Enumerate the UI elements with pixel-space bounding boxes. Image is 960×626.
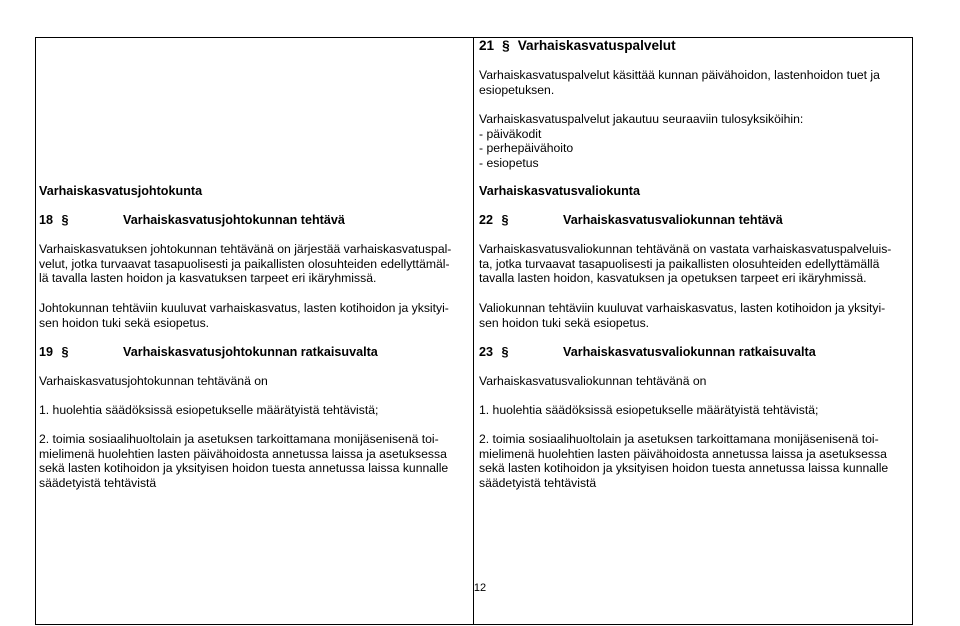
section-19-item-2: 2. toimia sosiaalihuoltolain ja asetuksen tarkoittamana monijäsenisenä toi- mielimenä huolehtien lasten päivähoidosta annetussa laissa ja asetuksessa sekä lasten kotihoidon ja yksityisen hoidon tuesta annetussa laissa kunnalle säädetyistä tehtävistä bbox=[39, 432, 449, 490]
section-23-heading: 23 § Varhaiskasvatusvaliokunnan ratkaisuvalta bbox=[479, 345, 816, 359]
section-19-intro: Varhaiskasvatusjohtokunnan tehtävänä on bbox=[39, 374, 268, 388]
section-22-heading: 22 § Varhaiskasvatusvaliokunnan tehtävä bbox=[479, 213, 783, 227]
right-heading: Varhaiskasvatusvaliokunta bbox=[479, 184, 641, 198]
left-heading: Varhaiskasvatusjohtokunta bbox=[39, 184, 203, 198]
section-18-para-2: Johtokunnan tehtäviin kuuluvat varhaiskasvatus, lasten kotihoidon ja yksityi- sen hoidon tuki sekä esiopetus. bbox=[39, 301, 449, 330]
section-21-para-2: Varhaiskasvatuspalvelut jakautuu seuraaviin tulosyksiköihin: - päiväkodit - perhepäivähoito - esiopetus bbox=[479, 112, 804, 170]
section-21-heading bbox=[479, 39, 909, 54]
section-18-para-1: Varhaiskasvatuksen johtokunnan tehtävänä on järjestää varhaiskasvatuspal- velut, jotka turvaavat tasapuolisesti ja paikallisten olosuhteiden edellyttämäl- lä tavalla lasten hoidon ja kasvatuksen tarpeet eri ikäryhmissä. bbox=[39, 242, 452, 286]
section-21-para-1: Varhaiskasvatuspalvelut käsittää kunnan päivähoidon, lastenhoidon tuet ja esiopetuksen. bbox=[479, 68, 880, 97]
section-number: 21 bbox=[479, 38, 495, 53]
section-19-item-1: 1. huolehtia säädöksissä esiopetukselle määrätyistä tehtävistä; bbox=[39, 403, 379, 417]
section-title: Varhaiskasvatuspalvelut bbox=[517, 38, 676, 53]
section-18-heading: 18 § Varhaiskasvatusjohtokunnan tehtävä bbox=[39, 213, 345, 227]
section-19-heading: 19 § Varhaiskasvatusjohtokunnan ratkaisuvalta bbox=[39, 345, 378, 359]
page-number: 12 bbox=[473, 582, 487, 594]
section-sign: § bbox=[502, 38, 510, 53]
section-23-item-1: 1. huolehtia säädöksissä esiopetukselle määrätyistä tehtävistä; bbox=[479, 403, 819, 417]
section-23-intro: Varhaiskasvatusvaliokunnan tehtävänä on bbox=[479, 374, 707, 388]
section-22-para-2: Valiokunnan tehtäviin kuuluvat varhaiskasvatus, lasten kotihoidon ja yksityi- sen hoidon tuki sekä esiopetus. bbox=[479, 301, 886, 330]
column-divider bbox=[473, 37, 474, 625]
section-22-para-1: Varhaiskasvatusvaliokunnan tehtävänä on vastata varhaiskasvatuspalveluis- ta, jotka turvaavat tasapuolisesti ja paikallisten olosuhteiden edellyttämällä tavalla lasten hoidon, kasvatuksen ja opetuksen tarpeet eri ikäryhmissä. bbox=[479, 242, 892, 286]
section-23-item-2: 2. toimia sosiaalihuoltolain ja asetuksen tarkoittamana monijäsenisenä toi- mielimenä huolehtien lasten päivähoidosta annetussa laissa ja asetuksessa sekä lasten kotihoidon ja yksityisen hoidon tuesta annetussa laissa kunnalle säädetyistä tehtävistä bbox=[479, 432, 889, 490]
